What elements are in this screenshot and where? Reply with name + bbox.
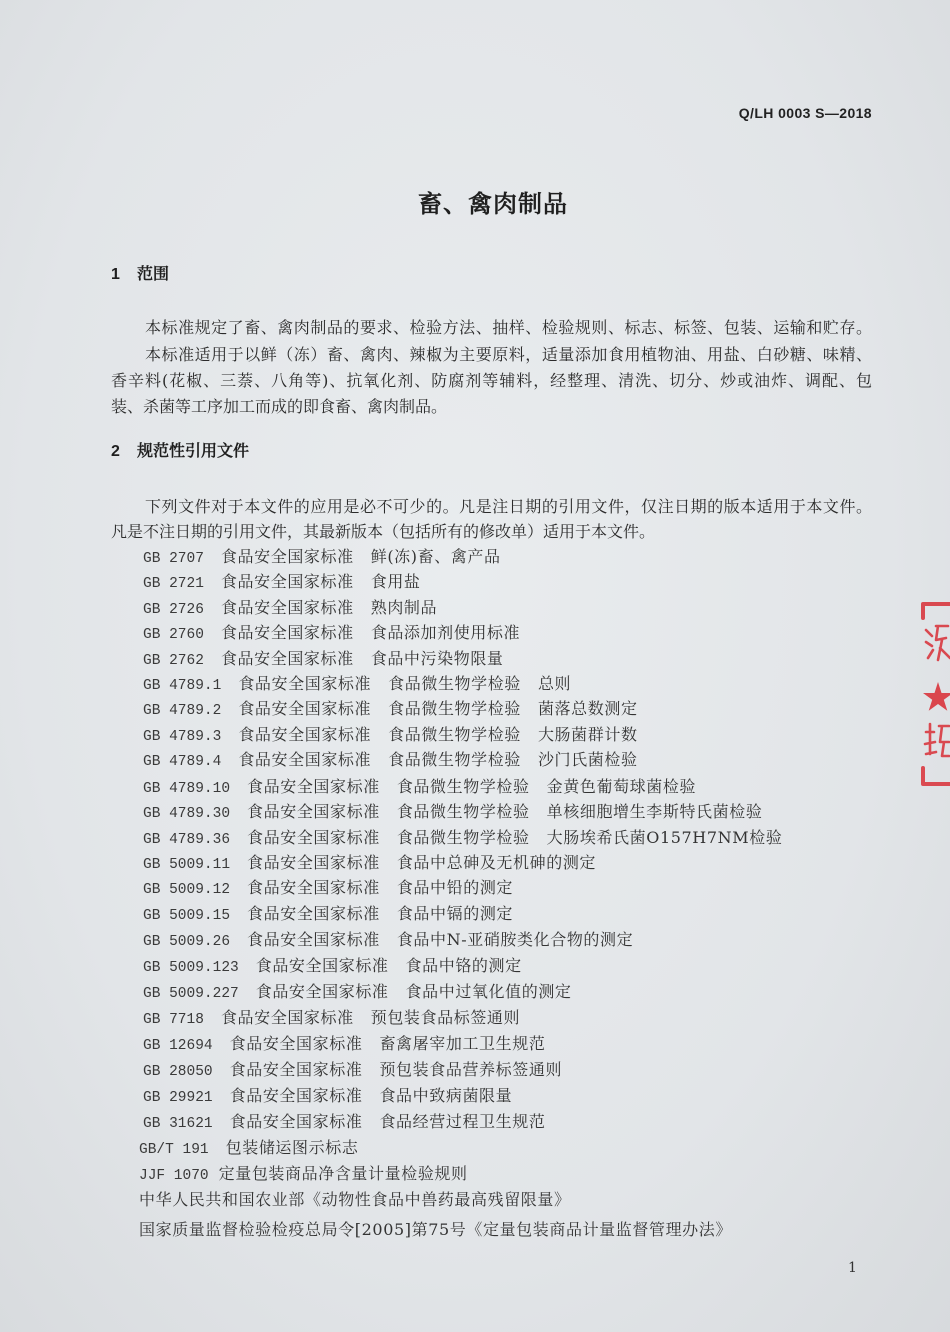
reference-code: GB 4789.1	[143, 678, 222, 694]
scope-line: 装、杀菌等工序加工而成的即食畜、禽肉制品。	[111, 397, 448, 416]
reference-category: 食品安全国家标准	[220, 572, 354, 591]
reference-category: 食品安全国家标准	[220, 547, 354, 566]
reference-item	[143, 1034, 545, 1054]
reference-item	[143, 802, 762, 822]
reference-title: 鲜(冻)畜、禽产品	[370, 547, 501, 566]
scope-line: 本标准适用于以鲜（冻）畜、禽肉、辣椒为主要原料，适量添加食用植物油、用盐、白砂糖、味精、	[145, 345, 872, 364]
reference-category: 食品安全国家标准	[220, 649, 354, 668]
section-1-title: 范围	[137, 266, 170, 283]
reference-code: GB 4789.36	[143, 832, 231, 848]
reference-item	[143, 1008, 520, 1028]
reference-category: 食品安全国家标准	[255, 982, 389, 1001]
reference-code: GB 2726	[143, 602, 204, 618]
reference-category: 食品安全国家标准	[238, 674, 372, 693]
reference-code: GB 28050	[143, 1064, 213, 1080]
reference-title: 食品中致病菌限量	[379, 1086, 513, 1105]
reference-code: GB 5009.15	[143, 908, 231, 924]
official-seal-stamp	[912, 596, 950, 792]
reference-category: 食品安全国家标准	[238, 725, 372, 744]
reference-item	[143, 1060, 562, 1080]
reference-item	[143, 956, 522, 976]
reference-code: GB 2721	[143, 576, 204, 592]
reference-code: GB 5009.227	[143, 986, 239, 1002]
reference-category: 食品安全国家标准	[247, 904, 380, 923]
reference-title: 食品经营过程卫生规范	[379, 1112, 546, 1131]
reference-title: 定量包装商品净含量计量检验规则	[218, 1164, 468, 1183]
reference-category: 食品安全国家标准	[247, 802, 380, 821]
reference-code: GB 4789.30	[143, 806, 231, 822]
reference-item	[143, 828, 782, 848]
reference-category: 食品安全国家标准	[238, 750, 372, 769]
reference-title: 预包装食品标签通则	[370, 1008, 521, 1027]
reference-item	[139, 1138, 358, 1158]
reference-item	[143, 878, 513, 898]
reference-code: GB 4789.4	[143, 754, 222, 770]
document-title: 畜、禽肉制品	[418, 191, 568, 218]
reference-item	[143, 547, 501, 567]
reference-subcategory: 食品微生物学检验	[396, 802, 530, 821]
reference-subcategory: 食品微生物学检验	[388, 725, 521, 744]
reference-category: 食品安全国家标准	[247, 878, 380, 897]
reference-title: 包装储运图示标志	[225, 1138, 359, 1157]
reference-code: GB 31621	[143, 1116, 213, 1132]
reference-code: GB 5009.123	[143, 960, 239, 976]
reference-subcategory: 食品微生物学检验	[396, 777, 530, 796]
reference-title: 食品中过氧化值的测定	[405, 982, 572, 1001]
reference-title: 大肠菌群计数	[537, 725, 638, 744]
reference-item	[143, 674, 571, 694]
reference-code: JJF 1070	[139, 1168, 209, 1184]
reference-code: GB 7718	[143, 1012, 204, 1028]
section-1-number: 1	[111, 266, 120, 283]
reference-title: 总则	[537, 674, 572, 693]
reference-code: GB 12694	[143, 1038, 213, 1054]
section-2-title: 规范性引用文件	[137, 443, 250, 460]
reference-title: 食品中镉的测定	[396, 904, 514, 923]
reference-item	[143, 982, 572, 1002]
reference-item	[143, 572, 421, 592]
reference-title: 预包装食品营养标签通则	[379, 1060, 563, 1079]
reference-category: 食品安全国家标准	[220, 598, 354, 617]
reference-title: 食品中N-亚硝胺类化合物的测定	[396, 930, 634, 949]
section-2-number: 2	[111, 443, 120, 460]
reference-title: 沙门氏菌检验	[537, 750, 638, 769]
reference-title: 食品中铅的测定	[396, 878, 514, 897]
reference-subcategory: 食品微生物学检验	[388, 674, 521, 693]
reference-item	[143, 1112, 545, 1132]
section-1-heading	[111, 265, 169, 285]
section-2-heading	[111, 442, 249, 462]
reference-code: GB/T 191	[139, 1142, 209, 1158]
reference-title: 食品中总砷及无机砷的测定	[396, 853, 597, 872]
document-code: Q/LH 0003 S—2018	[738, 105, 872, 121]
reference-code: GB 4789.3	[143, 729, 222, 745]
page-number: 1	[848, 1260, 857, 1276]
reference-code: GB 29921	[143, 1090, 213, 1106]
scope-line: 香辛料(花椒、三萘、八角等)、抗氧化剂、防腐剂等辅料，经整理、清洗、切分、炒或油炸、调配、包	[111, 371, 872, 390]
reference-code: GB 4789.2	[143, 703, 222, 719]
reference-category: 食品安全国家标准	[229, 1034, 363, 1053]
reference-code: GB 2762	[143, 653, 204, 669]
reference-category: 食品安全国家标准	[229, 1060, 363, 1079]
reference-code: GB 4789.10	[143, 781, 231, 797]
reference-category: 食品安全国家标准	[229, 1112, 363, 1131]
reference-category: 食品安全国家标准	[238, 699, 372, 718]
reference-subcategory: 食品微生物学检验	[396, 828, 530, 847]
reference-item	[143, 930, 633, 950]
reference-code: GB 2707	[143, 551, 204, 567]
reference-subcategory: 食品微生物学检验	[388, 699, 521, 718]
reference-item	[143, 699, 638, 719]
seal-star-icon	[923, 682, 950, 711]
reference-category: 食品安全国家标准	[247, 777, 380, 796]
reference-item	[139, 1164, 468, 1184]
reference-item	[143, 904, 513, 924]
reference-item	[143, 649, 504, 669]
reference-title: 单核细胞增生李斯特氏菌检验	[546, 802, 763, 821]
reference-category: 食品安全国家标准	[220, 1008, 354, 1027]
reference-title: 大肠埃希氏菌O157H7NM检验	[546, 828, 783, 847]
reference-item	[143, 623, 520, 643]
reference-text: 中华人民共和国农业部《动物性食品中兽药最高残留限量》	[139, 1190, 571, 1209]
reference-title: 熟肉制品	[370, 598, 438, 617]
reference-item	[143, 750, 638, 770]
reference-code: GB 5009.26	[143, 934, 231, 950]
reference-category: 食品安全国家标准	[247, 828, 380, 847]
reference-category: 食品安全国家标准	[229, 1086, 363, 1105]
reference-item	[139, 1220, 732, 1240]
reference-code: GB 5009.12	[143, 882, 231, 898]
reference-code: GB 2760	[143, 627, 204, 643]
reference-item	[143, 1086, 512, 1106]
reference-category: 食品安全国家标准	[255, 956, 389, 975]
reference-category: 食品安全国家标准	[220, 623, 354, 642]
scope-line: 本标准规定了畜、禽肉制品的要求、检验方法、抽样、检验规则、标志、标签、包装、运输和贮存。	[145, 318, 872, 337]
reference-title: 食用盐	[370, 572, 421, 591]
reference-title: 菌落总数测定	[537, 699, 638, 718]
reference-title: 食品添加剂使用标准	[370, 623, 521, 642]
reference-item	[143, 853, 596, 873]
reference-category: 食品安全国家标准	[247, 930, 380, 949]
reference-title: 畜禽屠宰加工卫生规范	[379, 1034, 546, 1053]
reference-subcategory: 食品微生物学检验	[388, 750, 521, 769]
reference-item	[139, 1190, 571, 1210]
references-intro-line: 下列文件对于本文件的应用是必不可少的。凡是注日期的引用文件，仅注日期的版本适用于本文件。	[145, 497, 872, 516]
reference-item	[143, 777, 696, 797]
reference-code: GB 5009.11	[143, 857, 231, 873]
reference-title: 食品中铬的测定	[405, 956, 522, 975]
reference-category: 食品安全国家标准	[247, 853, 380, 872]
references-intro-line: 凡是不注日期的引用文件，其最新版本（包括所有的修改单）适用于本文件。	[111, 522, 656, 541]
reference-title: 食品中污染物限量	[370, 649, 504, 668]
reference-title: 金黄色葡萄球菌检验	[546, 777, 697, 796]
reference-item	[143, 725, 638, 745]
reference-item	[143, 598, 437, 618]
reference-text: 国家质量监督检验检疫总局令[2005]第75号《定量包装商品计量监督管理办法》	[139, 1220, 732, 1239]
